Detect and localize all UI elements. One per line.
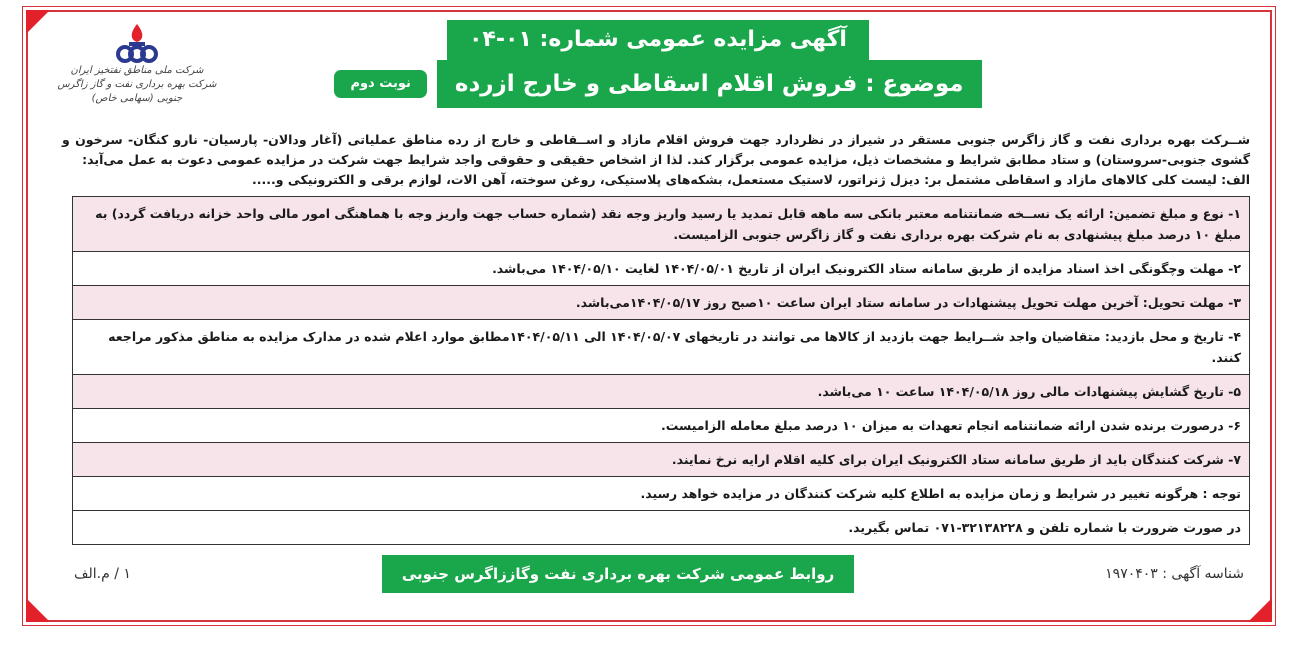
flame-logo-icon xyxy=(107,22,167,64)
ad-title: آگهی مزایده عمومی شماره: ۰۱-۰۴ xyxy=(447,20,869,60)
round-badge: نوبت دوم xyxy=(334,70,426,98)
subject-row xyxy=(334,60,981,108)
condition-cell: ۵- تاریخ گشایش پیشنهادات مالی روز ۱۴۰۴/۰۵/۱۸ ساعت ۱۰ می‌باشد. xyxy=(73,375,1250,409)
condition-cell: ۷- شرکت کنندگان باید از طریق سامانه ستاد الکترونیک ایران برای کلیه اقلام ارایه نرخ نمایند. xyxy=(73,443,1250,477)
corner-decoration xyxy=(26,598,50,622)
logo-text: شرکت ملی مناطق نفتخیز ایران xyxy=(70,65,204,76)
title-block xyxy=(258,20,1058,108)
company-logo xyxy=(52,22,222,106)
table-row xyxy=(73,511,1250,545)
condition-cell: ۱- نوع و مبلغ تضمین: ارائه یک نســخه ضمانتنامه معتبر بانکی سه ماهه قابل تمدید یا رسید واریز وجه نقد (شماره حساب جهت واریز وجه با هماهنگی امور مالی واحد خزانه دریافت گردد) به مبلغ ۱۰ درصد مبلغ پیشنهادی به نام شرکت بهره برداری نفت و گاز زاگرس جنوبی الزامیست. xyxy=(73,197,1250,252)
table-row xyxy=(73,409,1250,443)
logo-text: شرکت بهره برداری نفت و گاز زاگرس جنوبی (سهامی خاص) xyxy=(57,79,217,104)
ad-header xyxy=(28,12,1270,124)
table-row xyxy=(73,443,1250,477)
corner-decoration xyxy=(1248,598,1272,622)
conditions-table xyxy=(72,196,1250,545)
condition-cell: توجه : هرگونه تغییر در شرایط و زمان مزایده به اطلاع کلیه شرکت کنندگان در مزایده خواهد رسید. xyxy=(73,477,1250,511)
condition-cell: ۴- تاریخ و محل بازدید: متقاضیان واجد شــرایط جهت بازدید از کالاها می توانند در تاریخهای ۱۴۰۴/۰۵/۰۷ الی ۱۴۰۴/۰۵/۱۱مطابق موارد اعلام شده در مدارک مزایده به مناطق مذکور مراجعه کنند. xyxy=(73,320,1250,375)
condition-cell: ۲- مهلت وچگونگی اخذ اسناد مزایده از طریق سامانه ستاد الکترونیک ایران از تاریخ ۱۴۰۴/۰۵/۰۱ لغایت ۱۴۰۴/۰۵/۱۰ می‌باشد. xyxy=(73,252,1250,286)
table-row xyxy=(73,375,1250,409)
table-row xyxy=(73,197,1250,252)
table-row xyxy=(73,477,1250,511)
ad-reference: ۱ / م.الف xyxy=(74,566,131,582)
ad-id: شناسه آگهی : ۱۹۷۰۴۰۳ xyxy=(1105,566,1244,582)
ad-footer xyxy=(74,555,1244,593)
condition-cell: ۶- درصورت برنده شدن ارائه ضمانتنامه انجام تعهدات به میزان ۱۰ درصد مبلغ معامله الزامیست. xyxy=(73,409,1250,443)
condition-cell: در صورت ضرورت با شماره تلفن و ۳۲۱۳۸۲۲۸-۰۷۱ تماس بگیرید. xyxy=(73,511,1250,545)
ad-frame xyxy=(26,10,1272,622)
intro-text xyxy=(62,130,1250,190)
condition-cell: ۳- مهلت تحویل: آخرین مهلت تحویل پیشنهادات در سامانه ستاد ایران ساعت ۱۰صبح روز ۱۴۰۴/۰۵/۱۷می‌باشد. xyxy=(73,286,1250,320)
publisher-banner: روابط عمومی شرکت بهره برداری نفت وگاززاگرس جنوبی xyxy=(382,555,854,593)
table-row xyxy=(73,252,1250,286)
table-row xyxy=(73,286,1250,320)
intro-paragraph: شــرکت بهره برداری نفت و گاز زاگرس جنوبی مستقر در شیراز در نظردارد جهت فروش اقلام مازاد و اســقاطی و خارج از رده مناطق عملیاتی (آغار ودالان- پارسیان- نارو کنگان- سرخون و گشوی جنوبی-سروستان) و ستاد مطابق شرایط و مشخصات ذیل، مزایده عمومی برگزار کند. لذا از اشخاص حقیقی و حقوقی واجد شرایط جهت شرکت در مزایده عمومی دعوت به عمل می‌آید: xyxy=(62,132,1250,167)
ad-subject: موضوع : فروش اقلام اسقاطی و خارج ازرده xyxy=(437,60,982,108)
items-list: الف: لیست کلی کالاهای مازاد و اسقاطی مشتمل بر: دیزل ژنراتور، لاستیک مستعمل، بشکه‌های پلاستیکی، روغن سوخته، آهن الات، لوازم برقی و الکترونیکی و..... xyxy=(251,172,1250,187)
table-row xyxy=(73,320,1250,375)
